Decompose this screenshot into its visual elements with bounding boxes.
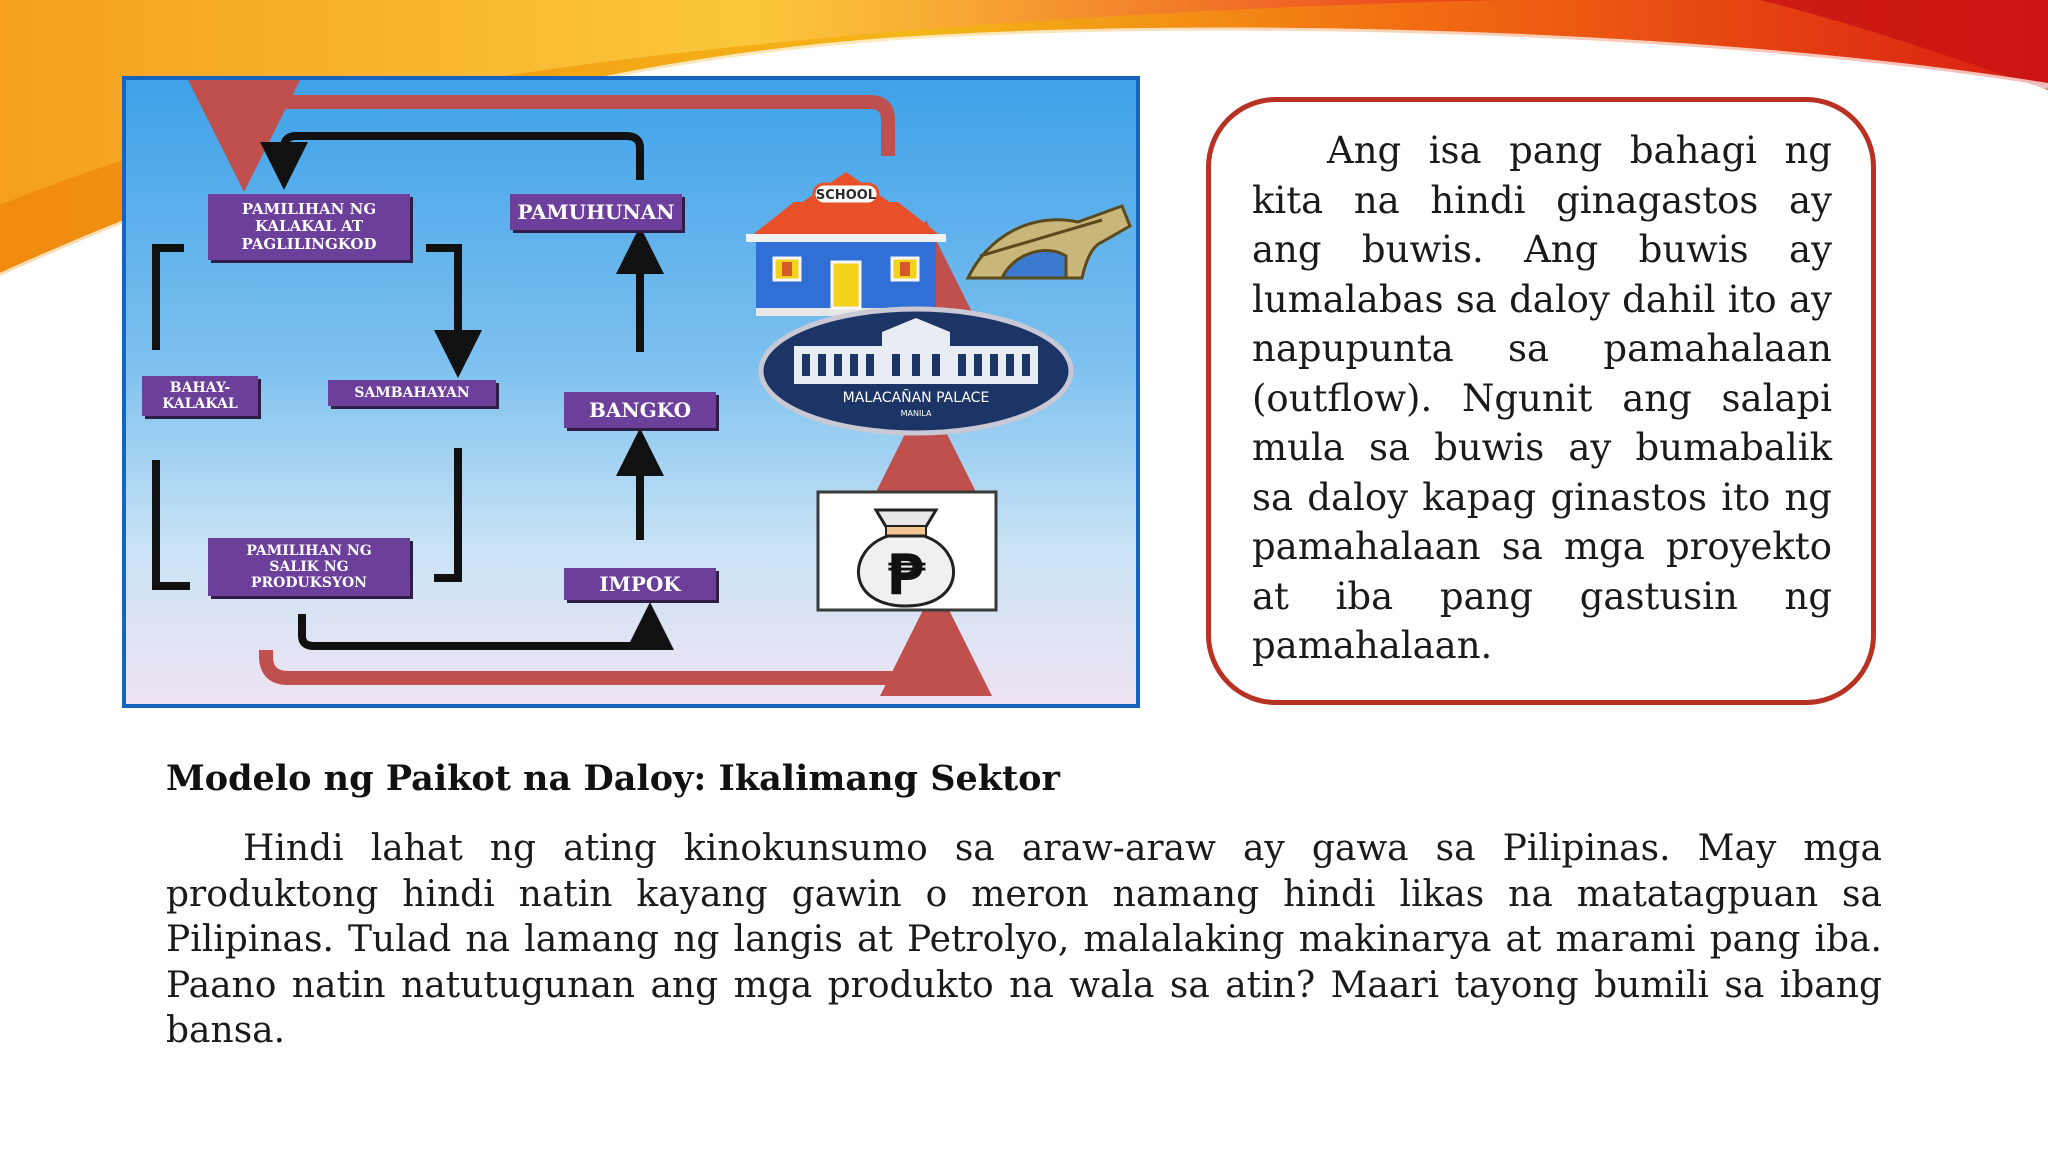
circular-flow-diagram: [122, 76, 1140, 708]
money-bag-illustration: [816, 490, 1000, 614]
malacanan-palace-emblem: [756, 304, 1076, 438]
top-black-arrow: [284, 136, 640, 180]
bangko-box: BANGKO: [564, 392, 716, 428]
sambahayan-box: SAMBAHAYAN: [328, 380, 496, 406]
pamuhunan-box: PAMUHUNAN: [510, 194, 682, 230]
bottom-black-arrow: [302, 614, 650, 646]
left-upper-bracket: [156, 248, 184, 350]
body-paragraph: Hindi lahat ng ating kinokunsumo sa araw-araw ay gawa sa Pilipinas. May mga produktong hindi natin kayang gawin o meron namang hindi likas na matatagpuan sa Pilipinas. Tulad na lamang ng langis at Petrolyo, malalaking makinarya at marami pang iba. Paano natin natutugunan ang mga produkto na wala sa atin? Maari tayong bumili sa ibang bansa.: [166, 828, 1882, 1051]
impok-box: IMPOK: [564, 568, 716, 600]
pamilihan-salik-box: PAMILIHAN NG SALIK NG PRODUKSYON: [208, 538, 410, 596]
right-down-arrow: [426, 248, 458, 354]
top-red-arrow: [244, 102, 888, 156]
school-building-illustration: [726, 162, 966, 322]
right-lower-bracket: [434, 448, 458, 578]
section-heading: Modelo ng Paikot na Daloy: Ikalimang Sektor: [166, 758, 1060, 799]
school-sign-text: SCHOOL: [815, 188, 877, 203]
palace-city-text: MANILA: [900, 409, 932, 418]
bridge-illustration: [962, 186, 1132, 286]
bahay-kalakal-box: BAHAY- KALAKAL: [142, 376, 258, 416]
tax-callout-text: Ang isa pang bahagi ng kita na hindi ginagastos ay ang buwis. Ang buwis ay lumalabas sa daloy dahil ito ay napupunta sa pamahalaan (outflow). Ngunit ang salapi mula sa buwis ay bumabalik sa daloy kapag ginastos ito ng pamahalaan sa mga proyekto at iba pang gastusin ng pamahalaan.: [1252, 129, 1832, 667]
left-lower-bracket: [156, 460, 190, 586]
pamilihan-kalakal-box: PAMILIHAN NG KALAKAL AT PAGLILINGKOD: [208, 194, 410, 260]
peso-sign: ₱: [886, 543, 926, 608]
palace-name-text: MALACAÑAN PALACE: [842, 390, 990, 406]
